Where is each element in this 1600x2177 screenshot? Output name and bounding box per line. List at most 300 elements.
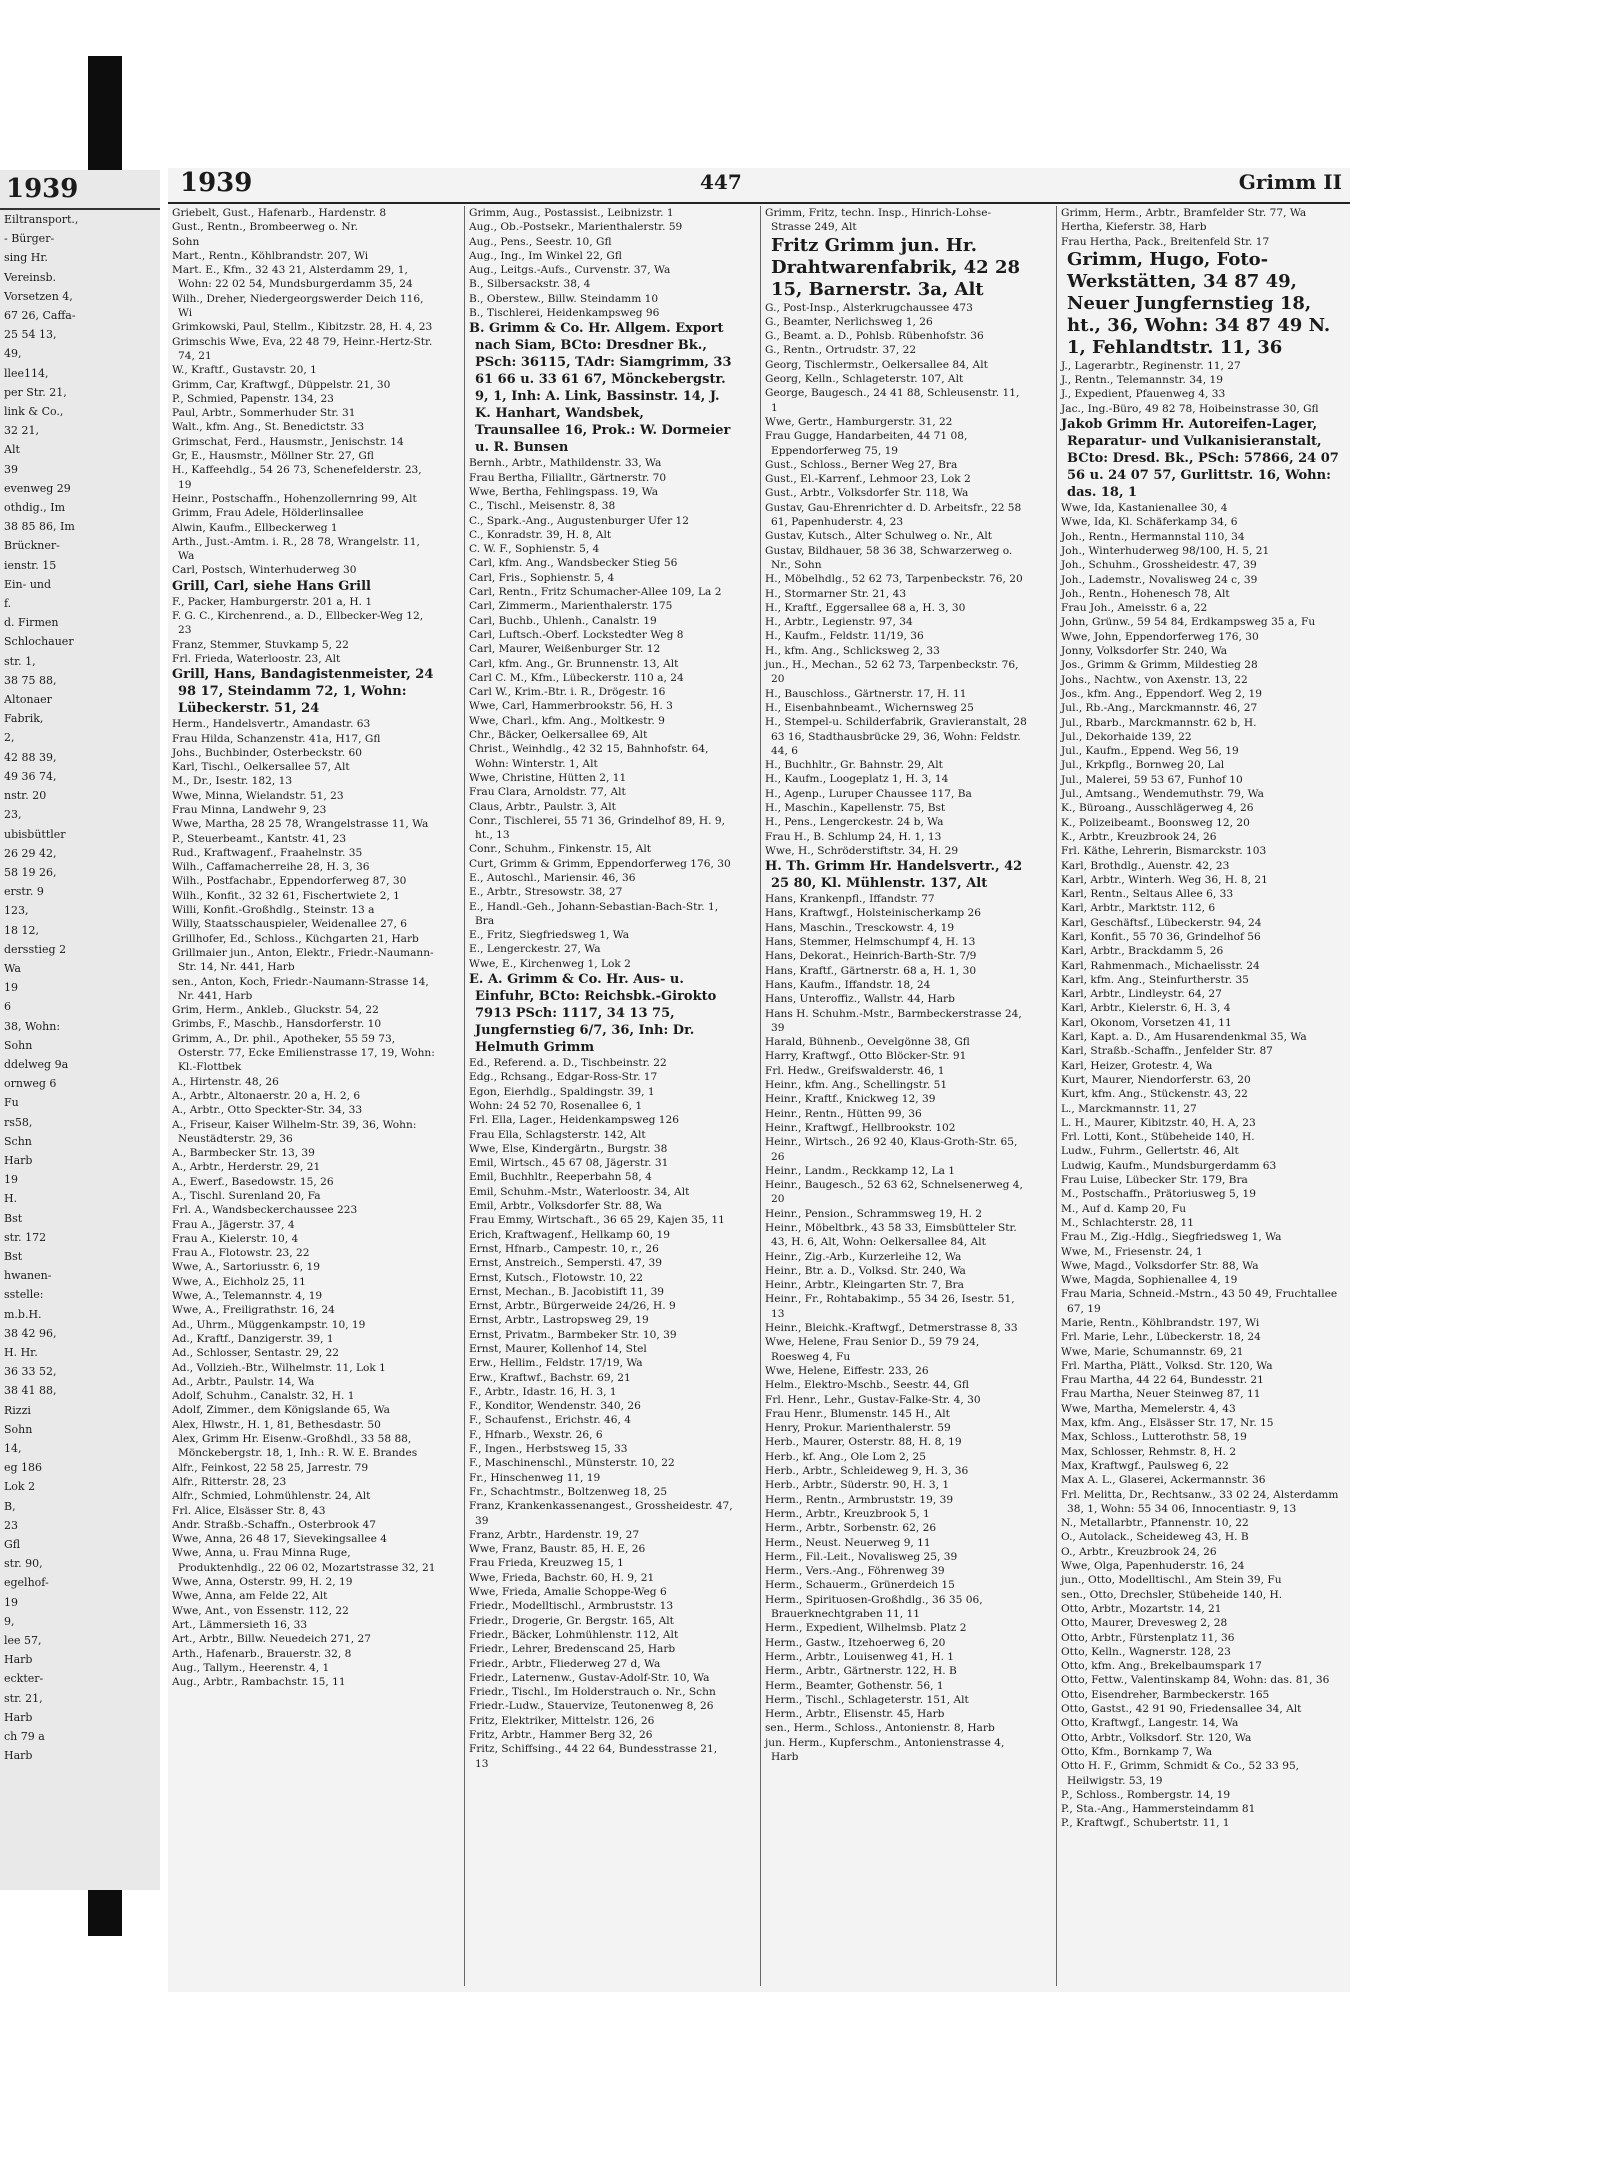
facing-page-line: egelhof- xyxy=(4,1576,49,1590)
directory-entry: B., Tischlerei, Heidenkampsweg 96 xyxy=(469,307,660,320)
directory-entry: A., Arbtr., Herderstr. 29, 21 xyxy=(172,1161,321,1174)
directory-entry: G., Beamt. a. D., Pohlsb. Rübenhofstr. 36 xyxy=(765,330,984,343)
directory-entry: W., Kraftf., Gustavstr. 20, 1 xyxy=(172,364,317,377)
directory-entry: C., Konradstr. 39, H. 8, Alt xyxy=(469,528,612,541)
directory-entry: Hans, Kraftf., Gärtnerstr. 68 a, H. 1, 30 xyxy=(765,964,977,977)
directory-entry: C., Tischl., Meisenstr. 8, 38 xyxy=(469,500,616,513)
directory-entry: Ernst, Mechan., B. Jacobistift 11, 39 xyxy=(469,1285,665,1298)
directory-entry: F., Arbtr., Idastr. 16, H. 3, 1 xyxy=(469,1385,617,1398)
directory-entry: Ernst, Kutsch., Flotowstr. 10, 22 xyxy=(469,1271,643,1284)
directory-entry: Wwe, Magd., Volksdorfer Str. 88, Wa xyxy=(1061,1259,1259,1272)
facing-page-line: ddelweg 9a xyxy=(4,1057,69,1071)
facing-page-line: f. xyxy=(4,597,12,611)
facing-page-line: Sohn xyxy=(4,1422,33,1436)
facing-page-line: - Bürger- xyxy=(4,232,55,246)
facing-page-line: 39 xyxy=(4,462,18,476)
directory-entry: Emil, Buchhltr., Reeperbahn 58, 4 xyxy=(469,1171,652,1184)
directory-entry: John, Grünw., 59 54 84, Erdkampsweg 35 a, Fu xyxy=(1061,616,1316,629)
directory-entry: Wwe, Martha, Memelerstr. 4, 43 xyxy=(1061,1402,1236,1415)
directory-entry: Karl, Rahmenmach., Michaelisstr. 24 xyxy=(1061,959,1260,972)
directory-entry: Otto, Maurer, Drevesweg 2, 28 xyxy=(1061,1617,1228,1630)
directory-entry: Herm., Neust. Neuerweg 9, 11 xyxy=(765,1536,931,1549)
directory-entry: Johs., Nachtw., von Axenstr. 13, 22 xyxy=(1061,673,1248,686)
facing-page-line: 14, xyxy=(4,1442,22,1455)
directory-entry: Heinr., Kraftf., Knickweg 12, 39 xyxy=(765,1093,936,1106)
directory-entry: Max, Schlosser, Rehmstr. 8, H. 2 xyxy=(1061,1445,1237,1458)
directory-entry: Carl, Luftsch.-Oberf. Lockstedter Weg 8 xyxy=(469,628,684,641)
directory-entry: L., Marckmannstr. 11, 27 xyxy=(1061,1102,1197,1115)
directory-entry: Fr., Hinschenweg 11, 19 xyxy=(469,1471,601,1484)
directory-entry: Jul., Malerei, 59 53 67, Funhof 10 xyxy=(1061,773,1243,786)
directory-entry: Frl. Frieda, Waterloostr. 23, Alt xyxy=(172,652,341,665)
directory-entry: Wwe, Gertr., Hamburgerstr. 31, 22 xyxy=(765,415,953,428)
directory-entry: Herm., Rentn., Armbruststr. 19, 39 xyxy=(765,1493,954,1506)
directory-entry: Jakob Grimm Hr. Autoreifen-Lager, Reparatur- und Vulkanisieranstalt, BCto: Dresd. Bk., PSch: 57866, 24 07 56 u. 24 07 57, Gurlittstr. 16, Wohn: das. 18, 1 xyxy=(1061,417,1339,501)
directory-entry: Alex, Hlwstr., H. 1, 81, Bethesdastr. 50 xyxy=(172,1418,381,1431)
facing-page-line: ubisbüttler xyxy=(4,827,66,841)
directory-page xyxy=(168,168,1350,1992)
facing-page-line: per Str. 21, xyxy=(4,385,67,399)
directory-entry: A., Ewerf., Basedowstr. 15, 26 xyxy=(172,1175,334,1188)
facing-page-line: 32 21, xyxy=(4,424,39,438)
directory-entry: Frl. A., Wandsbeckerchaussee 223 xyxy=(172,1204,358,1217)
facing-page-line: othdig., Im xyxy=(4,501,65,515)
directory-entry: Karl, Straßb.-Schaffn., Jenfelder Str. 87 xyxy=(1061,1045,1273,1058)
directory-entry: Gust., El.-Karrenf., Lehmoor 23, Lok 2 xyxy=(765,473,971,486)
directory-entry: Aug., Arbtr., Rambachstr. 15, 11 xyxy=(172,1676,346,1689)
directory-entry: Karl, Geschäftsf., Lübeckerstr. 94, 24 xyxy=(1061,916,1262,929)
directory-entry: Wwe, Anna, u. Frau Minna Ruge, Produktenhdlg., 22 06 02, Mozartstrasse 32, 21 xyxy=(172,1547,436,1574)
facing-page-line: 19 xyxy=(4,1595,18,1609)
directory-entry: Wwe, Ida, Kl. Schäferkamp 34, 6 xyxy=(1061,516,1238,529)
directory-entry: Grill, Hans, Bandagistenmeister, 24 98 17, Steindamm 72, 1, Wohn: Lübeckerstr. 51, 24 xyxy=(172,667,434,717)
directory-entry: Egon, Eierhdlg., Spaldingstr. 39, 1 xyxy=(469,1085,655,1098)
directory-entry: Frau Emmy, Wirtschaft., 36 65 29, Kajen 35, 11 xyxy=(469,1214,725,1227)
directory-entry: Frau Henr., Blumenstr. 145 H., Alt xyxy=(765,1407,950,1420)
directory-entry: F., Schaufenst., Erichstr. 46, 4 xyxy=(469,1414,631,1427)
directory-entry: Fritz, Arbtr., Hammer Berg 32, 26 xyxy=(469,1729,653,1742)
directory-entry: Friedr.-Ludw., Stauervize, Teutonenweg 8, 26 xyxy=(469,1700,714,1713)
directory-entry: Georg, Tischlermstr., Oelkersallee 84, Alt xyxy=(765,358,988,371)
facing-page-line: ch 79 a xyxy=(4,1730,45,1744)
directory-entry: Ernst, Arbtr., Lastropsweg 29, 19 xyxy=(469,1314,649,1327)
directory-entry: Jul., Rb.-Ang., Marckmannstr. 46, 27 xyxy=(1061,702,1258,715)
directory-entry: Hans, Unteroffiz., Wallstr. 44, Harb xyxy=(765,993,955,1006)
directory-entry: Heinr., Postschaffn., Hohenzollernring 99, Alt xyxy=(172,492,417,505)
directory-entry: Wilh., Konfit., 32 32 61, Fischertwiete 2, 1 xyxy=(172,889,400,902)
facing-page-line: str. 172 xyxy=(4,1230,47,1244)
directory-entry: Frau A., Jägerstr. 37, 4 xyxy=(172,1218,295,1231)
directory-entry: George, Baugesch., 24 41 88, Schleusenstr. 11, 1 xyxy=(765,387,1020,414)
directory-entry: Alfr., Schmied, Lohmühlenstr. 24, Alt xyxy=(172,1490,371,1503)
facing-page-line: Eiltransport., xyxy=(4,213,79,226)
directory-entry: Friedr., Arbtr., Fliederweg 27 d, Wa xyxy=(469,1657,661,1670)
directory-entry: C. W. F., Sophienstr. 5, 4 xyxy=(469,543,600,556)
directory-entry: Otto, Gastst., 42 91 90, Friedensallee 34, Alt xyxy=(1061,1703,1302,1716)
directory-entry: A., Hirtenstr. 48, 26 xyxy=(172,1075,279,1088)
directory-entry: Arth., Just.-Amtm. i. R., 28 78, Wrangelstr. 11, Wa xyxy=(172,535,420,563)
directory-entry: Bernh., Arbtr., Mathildenstr. 33, Wa xyxy=(469,457,662,470)
facing-page-line: H. Hr. xyxy=(4,1345,38,1359)
directory-entry: Heinr., Landm., Reckkamp 12, La 1 xyxy=(765,1164,956,1177)
facing-page-line: Vereinsb. xyxy=(4,270,56,284)
directory-entry: Claus, Arbtr., Paulstr. 3, Alt xyxy=(469,800,616,813)
facing-page-line: 6 xyxy=(4,1000,11,1014)
directory-entry: H., Pens., Lengerckestr. 24 b, Wa xyxy=(765,816,944,829)
directory-entry: Wwe, Else, Kindergärtn., Burgstr. 38 xyxy=(469,1142,668,1155)
directory-entry: Chr., Bäcker, Oelkersallee 69, Alt xyxy=(469,729,648,742)
directory-entry: Frau Maria, Schneid.-Mstrn., 43 50 49, Fruchtallee 67, 19 xyxy=(1061,1288,1338,1315)
directory-entry: Gustav, Gau-Ehrenrichter d. D. Arbeitsfr., 22 58 61, Papenhuderstr. 4, 23 xyxy=(765,501,1022,529)
directory-entry: Wwe, E., Kirchenweg 1, Lok 2 xyxy=(469,957,631,970)
directory-entry: Erw., Kraftwf., Bachstr. 69, 21 xyxy=(469,1371,631,1384)
directory-entry: Herm., Expedient, Wilhelmsb. Platz 2 xyxy=(765,1622,967,1635)
directory-entry: Heinr., Wirtsch., 26 92 40, Klaus-Groth-Str. 65, 26 xyxy=(765,1136,1018,1163)
directory-entry: Arth., Hafenarb., Brauerstr. 32, 8 xyxy=(172,1647,352,1660)
facing-page-line: 49, xyxy=(4,347,22,361)
directory-entry: Karl, Arbtr., Winterh. Weg 36, H. 8, 21 xyxy=(1061,873,1268,886)
facing-page-line: Lok 2 xyxy=(4,1480,36,1494)
directory-entry: Karl, Arbtr., Kielerstr. 6, H. 3, 4 xyxy=(1061,1002,1231,1015)
directory-entry: Heinr., Kraftwgf., Hellbrookstr. 102 xyxy=(765,1121,956,1134)
directory-entry: Ernst, Arbtr., Bürgerweide 24/26, H. 9 xyxy=(469,1300,676,1313)
directory-entry: Jos., Grimm & Grimm, Mildestieg 28 xyxy=(1061,659,1258,672)
facing-page-line: B, xyxy=(4,1499,16,1513)
directory-entry: Wwe, Ant., von Essenstr. 112, 22 xyxy=(172,1604,349,1617)
facing-page-line: Schn xyxy=(4,1134,32,1148)
directory-entry: Karl, Arbtr., Brackdamm 5, 26 xyxy=(1061,945,1224,958)
directory-entry: Grimbs, F., Maschb., Hansdorferstr. 10 xyxy=(172,1018,382,1031)
directory-entry: E. A. Grimm & Co. Hr. Aus- u. Einfuhr, BCto: Reichsbk.-Girokto 7913 PSch: 1117, 34 13 75, Jungfernstieg 6/7, 36, Inh: Dr. Helmuth Grimm xyxy=(469,972,717,1056)
directory-entry: Frau Hertha, Pack., Breitenfeld Str. 17 xyxy=(1061,235,1270,248)
facing-page-line: Harb xyxy=(4,1653,33,1667)
directory-entry: Ernst, Anstreich., Sempersti. 47, 39 xyxy=(469,1257,662,1270)
facing-page-line: Wa xyxy=(4,961,21,975)
directory-entry: Erich, Kraftwagenf., Hellkamp 60, 19 xyxy=(469,1228,670,1241)
facing-page-line: d. Firmen xyxy=(4,616,59,630)
directory-entry: F., Ingen., Herbstsweg 15, 33 xyxy=(469,1443,628,1456)
facing-page-line: Ein- und xyxy=(4,577,52,591)
directory-entry: Jul., Kaufm., Eppend. Weg 56, 19 xyxy=(1061,745,1239,758)
directory-entry: Grimm, Hugo, Foto-Werkstätten, 34 87 49, Neuer Jungfernstieg 18, ht., 36, Wohn: 34 87 49 N. 1, Fehlandtstr. 11, 36 xyxy=(1067,248,1331,358)
directory-entry: Ernst, Hfnarb., Campestr. 10, r., 26 xyxy=(469,1242,659,1255)
running-title: Grimm II xyxy=(1238,170,1342,194)
facing-page-line: 23 xyxy=(4,1518,18,1532)
directory-entry: Heinr., Rentn., Hütten 99, 36 xyxy=(765,1107,922,1120)
facing-page-line: erstr. 9 xyxy=(4,885,44,899)
facing-page-line: Alt xyxy=(4,443,20,457)
directory-entry: Ad., Vollzieh.-Btr., Wilhelmstr. 11, Lok 1 xyxy=(172,1361,386,1374)
directory-entry: Frl. Melitta, Dr., Rechtsanw., 33 02 24, Alsterdamm 38, 1, Wohn: 55 34 06, Innocentiastr. 9, 13 xyxy=(1061,1488,1339,1515)
facing-page-line: 67 26, Caffa- xyxy=(4,309,76,323)
directory-entry: Ad., Schlosser, Sentastr. 29, 22 xyxy=(172,1347,340,1360)
directory-entry: Grillmaier jun., Anton, Elektr., Friedr.-Naumann-Str. 14, Nr. 441, Harb xyxy=(172,946,434,974)
directory-entry: Karl, Rentn., Seltaus Allee 6, 33 xyxy=(1061,888,1234,901)
directory-entry: J., Lagerarbtr., Reginenstr. 11, 27 xyxy=(1061,359,1241,372)
directory-entry: Frau Frieda, Kreuzweg 15, 1 xyxy=(469,1557,624,1570)
facing-page-line: Altonaer xyxy=(4,693,52,707)
directory-entry: sen., Anton, Koch, Friedr.-Naumann-Strasse 14, Nr. 441, Harb xyxy=(172,975,429,1002)
directory-entry: Otto, Kraftwgf., Langestr. 14, Wa xyxy=(1061,1717,1239,1730)
directory-entry: Max, kfm. Ang., Elsässer Str. 17, Nr. 15 xyxy=(1061,1417,1274,1430)
directory-entry: Wwe, Magda, Sophienallee 4, 19 xyxy=(1061,1274,1238,1287)
directory-entry: H., Stempel-u. Schilderfabrik, Gravieranstalt, 28 63 16, Stadthausbrücke 29, 36, Wohn: Feldstr. 44, 6 xyxy=(765,716,1027,757)
directory-entry: Wwe, Franz, Baustr. 85, H. E, 26 xyxy=(469,1543,646,1556)
directory-entry: Wwe, Marie, Schumannstr. 69, 21 xyxy=(1061,1345,1244,1358)
directory-entry: Grimm, Aug., Postassist., Leibnizstr. 1 xyxy=(469,207,674,219)
directory-entry: Ad., Uhrm., Müggenkampstr. 10, 19 xyxy=(172,1318,366,1331)
directory-entry: Gust., Rentn., Brombeerweg o. Nr. xyxy=(172,221,358,234)
directory-entry: Art., Lämmersieth 16, 33 xyxy=(172,1618,308,1631)
directory-entry: Karl, kfm. Ang., Steinfurtherstr. 35 xyxy=(1061,973,1249,986)
facing-page-line: 38 42 96, xyxy=(4,1326,57,1340)
directory-entry: Hans, Maschin., Tresckowstr. 4, 19 xyxy=(765,921,955,934)
directory-entry: Friedr., Laternenw., Gustav-Adolf-Str. 10, Wa xyxy=(469,1671,710,1684)
directory-entry: Otto, Kelln., Wagnerstr. 128, 23 xyxy=(1061,1645,1231,1658)
directory-entry: F., Packer, Hamburgerstr. 201 a, H. 1 xyxy=(172,595,373,608)
directory-entry: B., Silbersackstr. 38, 4 xyxy=(469,278,591,291)
directory-entry: jun. Herm., Kupferschm., Antonienstrasse 4, Harb xyxy=(765,1736,1005,1763)
directory-entry: Mart., Rentn., Köhlbrandstr. 207, Wi xyxy=(172,249,369,262)
facing-page-line: Rizzi xyxy=(4,1403,31,1417)
directory-entry: E., Autoschl., Mariensir. 46, 36 xyxy=(469,871,636,884)
directory-entry: Grillhofer, Ed., Schloss., Küchgarten 21, Harb xyxy=(172,932,419,945)
facing-page-line: 38 75 88, xyxy=(4,673,57,687)
directory-entry: Frl. Marie, Lehr., Lübeckerstr. 18, 24 xyxy=(1061,1331,1261,1344)
directory-entry: A., Arbtr., Otto Speckter-Str. 34, 33 xyxy=(172,1104,363,1117)
directory-entry: Frau Hilda, Schanzenstr. 41a, H17, Gfl xyxy=(172,732,381,745)
directory-entry: Carl, Rentn., Fritz Schumacher-Allee 109, La 2 xyxy=(469,586,722,599)
directory-entry: Herb., Arbtr., Süderstr. 90, H. 3, 1 xyxy=(765,1479,950,1492)
directory-entry: M., Schlachterstr. 28, 11 xyxy=(1061,1216,1195,1229)
directory-entry: H. Th. Grimm Hr. Handelsvertr., 42 25 80, Kl. Mühlenstr. 137, Alt xyxy=(765,859,1023,892)
directory-entry: Carl, Zimmerm., Marienthalerstr. 175 xyxy=(469,600,673,613)
directory-entry: Emil, Wirtsch., 45 67 08, Jägerstr. 31 xyxy=(469,1157,669,1170)
directory-entry: Aug., Pens., Seestr. 10, Gfl xyxy=(469,235,612,248)
directory-entry: Ad., Arbtr., Paulstr. 14, Wa xyxy=(172,1375,315,1388)
directory-entry: N., Metallarbtr., Pfannenstr. 10, 22 xyxy=(1061,1517,1249,1530)
directory-entry: F. G. C., Kirchenrend., a. D., Ellbecker-Weg 12, 23 xyxy=(172,610,424,637)
directory-entry: Griebelt, Gust., Hafenarb., Hardenstr. 8 xyxy=(172,207,387,219)
directory-entry: Alfr., Feinkost, 22 58 25, Jarrestr. 79 xyxy=(172,1461,369,1474)
facing-page-text xyxy=(0,210,160,1765)
directory-entry: Willi, Konfit.-Großhdlg., Steinstr. 13 a xyxy=(172,904,375,917)
facing-page-line: Fu xyxy=(4,1096,19,1110)
directory-entry: O., Arbtr., Kreuzbrook 24, 26 xyxy=(1061,1545,1217,1558)
directory-entry: F., Hfnarb., Wexstr. 26, 6 xyxy=(469,1428,603,1441)
directory-entry: Wwe, Helene, Eiffestr. 233, 26 xyxy=(765,1364,929,1377)
directory-entry: Wwe, Ida, Kastanienallee 30, 4 xyxy=(1061,502,1228,515)
directory-entry: Jul., Dekorhaide 139, 22 xyxy=(1061,730,1192,743)
directory-entry: Frau Martha, Neuer Steinweg 87, 11 xyxy=(1061,1388,1261,1401)
directory-entry: Herm., Tischl., Schlageterstr. 151, Alt xyxy=(765,1693,969,1706)
directory-entry: Otto, Arbtr., Mozartstr. 14, 21 xyxy=(1061,1602,1222,1615)
directory-entry: Frl. Hedw., Greifswalderstr. 46, 1 xyxy=(765,1064,945,1077)
directory-entry: Frl. Alice, Elsässer Str. 8, 43 xyxy=(172,1504,326,1517)
directory-entry: Frl. Henr., Lehr., Gustav-Falke-Str. 4, 30 xyxy=(765,1393,981,1406)
directory-entry: Otto, kfm. Ang., Brekelbaumspark 17 xyxy=(1061,1660,1262,1673)
directory-entry: Aug., Ing., Im Winkel 22, Gfl xyxy=(469,249,622,262)
directory-entry: P., Kraftwgf., Schubertstr. 11, 1 xyxy=(1061,1817,1230,1830)
directory-entry: Carl, Buchb., Uhlenh., Canalstr. 19 xyxy=(469,614,657,627)
facing-page-line: str. 1, xyxy=(4,654,36,668)
directory-entry: Art., Arbtr., Billw. Neuedeich 271, 27 xyxy=(172,1633,371,1646)
directory-entry: Max, Kraftwgf., Paulsweg 6, 22 xyxy=(1061,1459,1229,1472)
directory-entry: H., Bauschloss., Gärtnerstr. 17, H. 11 xyxy=(765,687,967,700)
directory-entry: Helm., Elektro-Mschb., Seestr. 44, Gfl xyxy=(765,1379,969,1392)
directory-entry: Aug., Tallym., Heerenstr. 4, 1 xyxy=(172,1661,330,1674)
directory-entry: Ludw., Fuhrm., Gellertstr. 46, Alt xyxy=(1061,1145,1239,1158)
directory-entry: Frau Bertha, Filialltr., Gärtnerstr. 70 xyxy=(469,471,667,484)
directory-entry: K., Arbtr., Kreuzbrook 24, 26 xyxy=(1061,830,1217,843)
facing-page-line: eg 186 xyxy=(4,1461,43,1475)
facing-page-line: Schlochauer xyxy=(4,635,74,649)
facing-page-line: Brückner- xyxy=(4,539,60,553)
facing-page-line: 26 29 42, xyxy=(4,846,57,860)
directory-entry: Herm., Fil.-Leit., Novalisweg 25, 39 xyxy=(765,1550,958,1563)
facing-page-line: sstelle: xyxy=(4,1288,44,1302)
facing-page-fragment xyxy=(0,170,160,1890)
directory-entry: Carl, Fris., Sophienstr. 5, 4 xyxy=(469,571,615,584)
directory-entry: Herm., Vers.-Ang., Föhrenweg 39 xyxy=(765,1565,945,1578)
directory-entry: Conr., Tischlerei, 55 71 36, Grindelhof 89, H. 9, ht., 13 xyxy=(469,814,725,842)
directory-entry: Karl, Arbtr., Lindleystr. 64, 27 xyxy=(1061,988,1222,1001)
directory-entry: Frau H., B. Schlump 24, H. 1, 13 xyxy=(765,830,942,843)
directory-entry: G., Post-Insp., Alsterkrugchaussee 473 xyxy=(765,301,973,314)
header-year: 1939 xyxy=(180,168,253,198)
facing-page-line: ornweg 6 xyxy=(4,1077,57,1091)
directory-entry: Gust., Schloss., Berner Weg 27, Bra xyxy=(765,458,958,471)
directory-entry: Christ., Weinhdlg., 42 32 15, Bahnhofstr. 64, Wohn: Winterstr. 1, Alt xyxy=(469,743,709,770)
facing-page-line: H. xyxy=(4,1192,18,1206)
directory-entry: Joh., Rentn., Hermannstal 110, 34 xyxy=(1061,530,1245,543)
directory-entry: Otto, Kfm., Bornkamp 7, Wa xyxy=(1061,1745,1213,1758)
directory-entry: Frl. Martha, Plätt., Volksd. Str. 120, Wa xyxy=(1061,1359,1273,1372)
directory-entry: H., Arbtr., Legienstr. 97, 34 xyxy=(765,616,913,629)
directory-entry: E., Handl.-Geh., Johann-Sebastian-Bach-Str. 1, Bra xyxy=(469,900,719,927)
directory-entry: Herm., Handelsvertr., Amandastr. 63 xyxy=(172,718,371,731)
facing-page-line: rs58, xyxy=(4,1115,33,1129)
directory-entry: E., Fritz, Siegfriedsweg 1, Wa xyxy=(469,929,630,942)
directory-entry: E., Arbtr., Stresowstr. 38, 27 xyxy=(469,886,623,899)
directory-entry: Hans, Stemmer, Helmschumpf 4, H. 13 xyxy=(765,936,976,949)
directory-entry: Heinr., Baugesch., 52 63 62, Schnelsenerweg 4, 20 xyxy=(765,1179,1023,1206)
directory-entry: Edg., Rchsang., Edgar-Ross-Str. 17 xyxy=(469,1071,658,1084)
directory-entry: Herm., Gastw., Itzehoerweg 6, 20 xyxy=(765,1636,946,1649)
directory-entry: Wwe, Bertha, Fehlingspass. 19, Wa xyxy=(469,485,659,498)
directory-column-1 xyxy=(168,206,440,1986)
directory-entry: Harald, Bühnenb., Oevelgönne 38, Gfl xyxy=(765,1036,970,1049)
directory-entry: H., Kaffeehdlg., 54 26 73, Schenefelderstr. 23, 19 xyxy=(172,464,422,491)
facing-page-line: 36 33 52, xyxy=(4,1365,57,1379)
directory-entry: F., Konditor, Wendenstr. 340, 26 xyxy=(469,1400,641,1413)
facing-page-line: 123, xyxy=(4,904,29,918)
directory-entry: Herm., Arbtr., Louisenweg 41, H. 1 xyxy=(765,1650,955,1663)
directory-entry: Otto, Arbtr., Volksdorf. Str. 120, Wa xyxy=(1061,1731,1252,1744)
directory-entry: Paul, Arbtr., Sommerhuder Str. 31 xyxy=(172,407,356,420)
directory-entry: Herm., Arbtr., Gärtnerstr. 122, H. B xyxy=(765,1665,957,1678)
directory-entry: P., Schmied, Papenstr. 134, 23 xyxy=(172,392,334,405)
directory-entry: Adolf, Schuhm., Canalstr. 32, H. 1 xyxy=(172,1390,355,1403)
directory-entry: Andr. Straßb.-Schaffn., Osterbrook 47 xyxy=(172,1518,376,1531)
directory-entry: Jonny, Volksdorfer Str. 240, Wa xyxy=(1061,645,1228,658)
directory-entry: Jul., Amtsang., Wendemuthstr. 79, Wa xyxy=(1061,788,1264,801)
facing-page-line: m.b.H. xyxy=(4,1307,42,1321)
facing-page-line: hwanen- xyxy=(4,1269,52,1283)
directory-entry: Wwe, Christine, Hütten 2, 11 xyxy=(469,771,627,784)
directory-entry: Friedr., Modelltischl., Armbruststr. 13 xyxy=(469,1600,674,1613)
directory-entry: P., Sta.-Ang., Hammersteindamm 81 xyxy=(1061,1803,1256,1816)
directory-entry: Heinr., Arbtr., Kleingarten Str. 7, Bra xyxy=(765,1279,964,1292)
directory-entry: Franz, Arbtr., Hardenstr. 19, 27 xyxy=(469,1528,640,1541)
directory-entry: Adolf, Zimmer., dem Königslande 65, Wa xyxy=(172,1404,390,1417)
directory-entry: Hans, Krankenpfl., Iffandstr. 77 xyxy=(765,893,935,906)
directory-entry: Wilh., Dreher, Niedergeorgswerder Deich 116, Wi xyxy=(172,292,424,320)
directory-entry: Frau Martha, 44 22 64, Bundesstr. 21 xyxy=(1061,1374,1264,1387)
directory-entry: G., Beamter, Nerlichsweg 1, 26 xyxy=(765,315,933,328)
facing-page-line: link & Co., xyxy=(4,405,64,419)
facing-page-line: Harb xyxy=(4,1710,33,1724)
facing-page-line: lee 57, xyxy=(4,1634,42,1648)
directory-entry: Frau M., Zig.-Hdlg., Siegfriedsweg 1, Wa xyxy=(1061,1231,1282,1244)
directory-entry: Heinr., Zig.-Arb., Kurzerleihe 12, Wa xyxy=(765,1250,962,1263)
directory-column-2 xyxy=(464,206,737,1986)
facing-page-line: str. 21, xyxy=(4,1691,43,1705)
directory-entry: Wwe, A., Sartoriusstr. 6, 19 xyxy=(172,1261,320,1274)
directory-entry: Wwe, Frieda, Amalie Schoppe-Weg 6 xyxy=(469,1586,667,1599)
directory-entry: Franz, Krankenkassenangest., Grossheidestr. 47, 39 xyxy=(469,1500,733,1527)
directory-entry: H., Agenp., Luruper Chaussee 117, Ba xyxy=(765,787,972,800)
directory-entry: Grimm, Herm., Arbtr., Bramfelder Str. 77, Wa xyxy=(1061,207,1307,219)
directory-entry: Frau Luise, Lübecker Str. 179, Bra xyxy=(1061,1174,1248,1187)
directory-entry: Herm., Spirituosen-Großhdlg., 36 35 06, Brauerknechtgraben 11, 11 xyxy=(765,1593,983,1621)
directory-entry: Max, Schloss., Lutterothstr. 58, 19 xyxy=(1061,1431,1247,1444)
facing-page-running-head: 1939 xyxy=(0,170,160,210)
directory-entry: M., Dr., Isestr. 182, 13 xyxy=(172,775,293,788)
directory-entry: Grimm, Car, Kraftwgf., Düppelstr. 21, 30 xyxy=(172,378,391,391)
directory-entry: Karl, Okonom, Vorsetzen 41, 11 xyxy=(1061,1016,1232,1029)
directory-entry: Hans, Kaufm., Iffandstr. 18, 24 xyxy=(765,978,931,991)
directory-entry: B., Oberstew., Billw. Steindamm 10 xyxy=(469,292,659,305)
directory-entry: Grimschis Wwe, Eva, 22 48 79, Heinr.-Hertz-Str. 74, 21 xyxy=(172,335,433,362)
directory-entry: Heinr., Bleichk.-Kraftwgf., Detmerstrasse 8, 33 xyxy=(765,1322,1018,1335)
directory-entry: A., Tischl. Surenland 20, Fa xyxy=(172,1190,321,1202)
facing-page-line: 19 xyxy=(4,1173,18,1187)
directory-entry: O., Autolack., Scheideweg 43, H. B xyxy=(1061,1531,1249,1544)
directory-entry: Carl C. M., Kfm., Lübeckerstr. 110 a, 24 xyxy=(469,671,684,684)
facing-page-line: Harb xyxy=(4,1749,33,1763)
directory-entry: Frl. Lotti, Kont., Stübeheide 140, H. xyxy=(1061,1131,1255,1144)
directory-entry: Jac., Ing.-Büro, 49 82 78, Hoibeinstrasse 30, Gfl xyxy=(1061,402,1319,415)
directory-entry: H., Maschin., Kapellenstr. 75, Bst xyxy=(765,801,946,814)
directory-entry: Fritz, Elektriker, Mittelstr. 126, 26 xyxy=(469,1714,655,1727)
directory-entry: Frl. Ella, Lager., Heidenkampsweg 126 xyxy=(469,1114,679,1127)
directory-entry: Wwe, A., Eichholz 25, 11 xyxy=(172,1275,306,1288)
facing-page-line: Sohn xyxy=(4,1038,33,1052)
directory-entry: Hans H. Schuhm.-Mstr., Barmbeckerstrasse 24, 39 xyxy=(765,1007,1022,1034)
directory-entry: Kurt, kfm. Ang., Stückenstr. 43, 22 xyxy=(1061,1088,1248,1101)
directory-entry: Friedr., Lehrer, Bredenscand 25, Harb xyxy=(469,1643,676,1656)
facing-page-line: sing Hr. xyxy=(4,251,48,265)
directory-entry: Joh., Rentn., Hohenesch 78, Alt xyxy=(1061,587,1230,600)
directory-entry: Wwe, H., Schröderstiftstr. 34, H. 29 xyxy=(765,844,959,857)
directory-entry: Grimschat, Ferd., Hausmstr., Jenischstr. 14 xyxy=(172,435,404,448)
directory-entry: Frau Gugge, Handarbeiten, 44 71 08, Eppendorferweg 75, 19 xyxy=(765,430,968,457)
directory-entry: Herm., Schauerm., Grünerdeich 15 xyxy=(765,1579,955,1592)
directory-entry: K., Polizeibeamt., Boonsweg 12, 20 xyxy=(1061,816,1250,829)
directory-entry: Wwe, Anna, am Felde 22, Alt xyxy=(172,1590,328,1603)
directory-entry: Harry, Kraftwgf., Otto Blöcker-Str. 91 xyxy=(765,1050,967,1063)
